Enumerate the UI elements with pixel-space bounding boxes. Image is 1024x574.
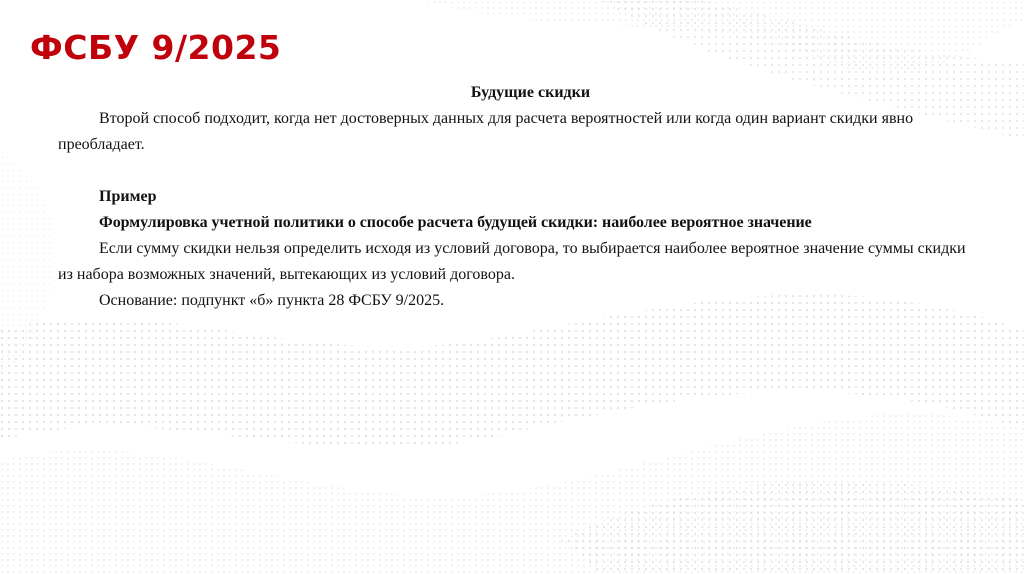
policy-title: Формулировка учетной политики о способе расчета будущей скидки: наиболее вероятное значение xyxy=(99,214,812,231)
example-label: Пример xyxy=(99,188,157,205)
slide-title: ФСБУ 9/2025 xyxy=(30,28,282,67)
intro-paragraph: Второй способ подходит, когда нет достоверных данных для расчета вероятностей или когда один вариант скидки явно преобладает. xyxy=(58,110,914,153)
slide-content xyxy=(58,80,978,314)
basis-text: Основание: подпункт «б» пункта 28 ФСБУ 9/2025. xyxy=(99,292,445,309)
section-heading: Будущие скидки xyxy=(470,84,591,101)
paragraph-spacer xyxy=(58,158,978,184)
policy-text: Если сумму скидки нельзя определить исходя из условий договора, то выбирается наиболее вероятное значение суммы скидки из набора возможных значений, вытекающих из условий договора. xyxy=(58,240,966,283)
